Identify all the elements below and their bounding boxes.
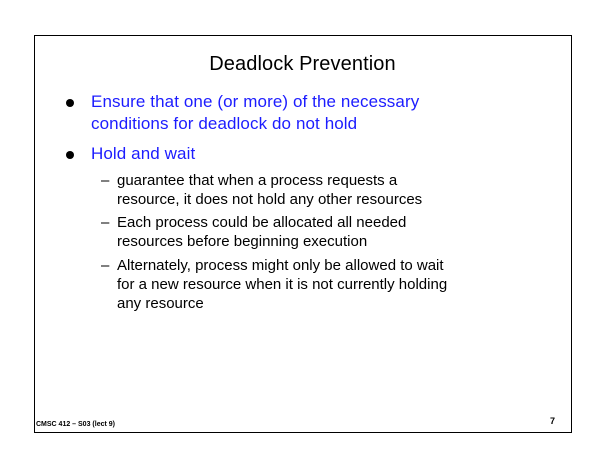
sub-bullet-text-3 bbox=[117, 256, 447, 313]
bullet-2-line-1: Hold and wait bbox=[91, 144, 196, 163]
dash-icon: – bbox=[101, 257, 110, 274]
bullet-item-2 bbox=[66, 143, 195, 165]
bullet-text-2 bbox=[91, 143, 195, 165]
bullet-dot-icon bbox=[66, 99, 74, 107]
sub-1-line-2: resource, it does not hold any other resources bbox=[117, 191, 423, 208]
bullet-item-1 bbox=[66, 91, 419, 135]
sub-bullet-item-3 bbox=[101, 256, 447, 313]
bullet-1-line-2: conditions for deadlock do not hold bbox=[91, 114, 358, 133]
sub-bullet-text-2 bbox=[117, 213, 406, 251]
bullet-1-line-1: Ensure that one (or more) of the necessary bbox=[91, 92, 420, 111]
slide-title: Deadlock Prevention bbox=[209, 53, 396, 75]
sub-3-line-3: any resource bbox=[117, 295, 204, 312]
sub-bullet-item-1 bbox=[101, 171, 422, 209]
sub-bullet-item-2 bbox=[101, 213, 406, 251]
sub-3-line-2: for a new resource when it is not currently holding bbox=[117, 276, 448, 293]
page-number: 7 bbox=[549, 416, 555, 426]
course-footer: CMSC 412 – S03 (lect 9) bbox=[36, 421, 115, 428]
bullet-text-1 bbox=[91, 91, 419, 135]
sub-1-line-1: guarantee that when a process requests a bbox=[117, 172, 398, 189]
bullet-dot-icon bbox=[66, 151, 74, 159]
sub-bullet-text-1 bbox=[117, 171, 422, 209]
dash-icon: – bbox=[101, 214, 110, 231]
sub-2-line-2: resources before beginning execution bbox=[117, 233, 368, 250]
sub-2-line-1: Each process could be allocated all needed bbox=[117, 214, 407, 231]
sub-3-line-1: Alternately, process might only be allowed to wait bbox=[117, 257, 444, 274]
dash-icon: – bbox=[101, 172, 110, 189]
